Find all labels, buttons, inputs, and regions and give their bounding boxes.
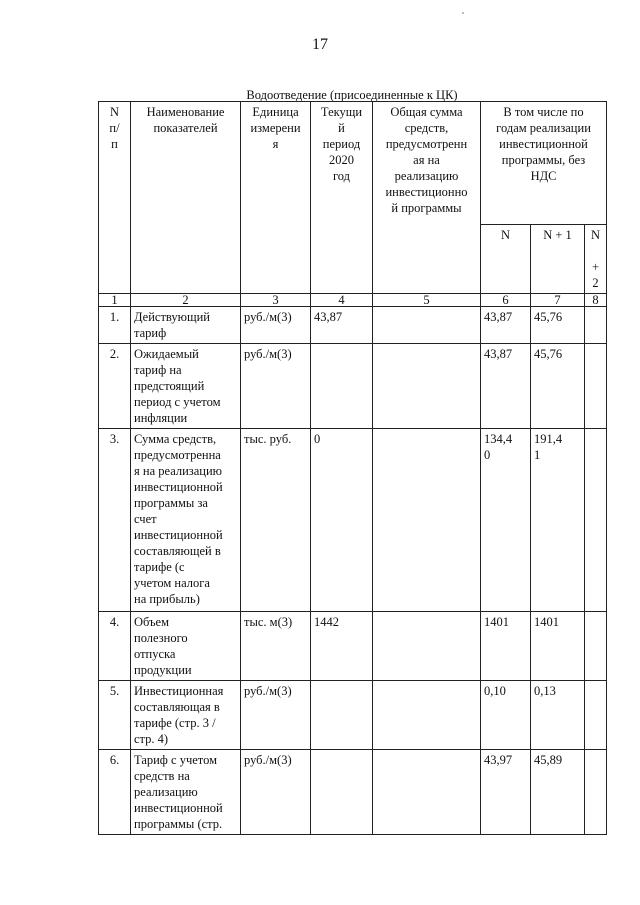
header-row (99, 102, 607, 225)
header-total: Общая сумма средств, предусмотренн ая на реализацию инвестиционно й программы (373, 102, 481, 294)
header-name: Наименование показателей (131, 102, 241, 294)
row-total (373, 750, 481, 835)
row-n2 (585, 307, 607, 344)
row-total (373, 681, 481, 750)
row-n: 43,97 (481, 750, 531, 835)
row-n1: 45,76 (531, 307, 585, 344)
row-n1: 191,4 1 (531, 429, 585, 612)
subheader-n: N (481, 225, 531, 294)
column-number: 2 (131, 294, 241, 307)
table-row (99, 750, 607, 835)
row-total (373, 307, 481, 344)
row-total (373, 612, 481, 681)
subheader-n1: N + 1 (531, 225, 585, 294)
column-number: 4 (311, 294, 373, 307)
row-n1: 1401 (531, 612, 585, 681)
row-n2 (585, 344, 607, 429)
row-number: 2. (99, 344, 131, 429)
tariff-table (98, 101, 607, 835)
row-total (373, 344, 481, 429)
row-current (311, 681, 373, 750)
scan-speck (462, 12, 464, 14)
row-unit: тыс. м(3) (241, 612, 311, 681)
row-number: 6. (99, 750, 131, 835)
row-current: 43,87 (311, 307, 373, 344)
row-n1: 45,76 (531, 344, 585, 429)
row-unit: тыс. руб. (241, 429, 311, 612)
row-unit: руб./м(3) (241, 750, 311, 835)
row-number: 4. (99, 612, 131, 681)
row-unit: руб./м(3) (241, 344, 311, 429)
row-current (311, 344, 373, 429)
row-n1: 0,13 (531, 681, 585, 750)
subheader-n2: N + 2 (585, 225, 607, 294)
row-current (311, 750, 373, 835)
page-number: 17 (312, 36, 328, 53)
header-current: Текущи й период 2020 год (311, 102, 373, 294)
row-current: 1442 (311, 612, 373, 681)
row-total (373, 429, 481, 612)
row-unit: руб./м(3) (241, 307, 311, 344)
row-n: 43,87 (481, 307, 531, 344)
row-name: Тариф с учетом средств на реализацию инвестиционной программы (стр. (131, 750, 241, 835)
table-caption: Водоотведение (присоединенные к ЦК) (246, 88, 458, 102)
column-number: 7 (531, 294, 585, 307)
table-row (99, 612, 607, 681)
table-row (99, 307, 607, 344)
row-n: 0,10 (481, 681, 531, 750)
row-name: Сумма средств, предусмотренна я на реализацию инвестиционной программы за счет инвестиционной составляющей в тарифе (с учетом налога на прибыль) (131, 429, 241, 612)
column-number: 3 (241, 294, 311, 307)
column-number: 5 (373, 294, 481, 307)
row-number: 5. (99, 681, 131, 750)
column-number-row (99, 294, 607, 307)
row-number: 1. (99, 307, 131, 344)
row-name: Объем полезного отпуска продукции (131, 612, 241, 681)
row-n: 43,87 (481, 344, 531, 429)
table-row (99, 429, 607, 612)
column-number: 1 (99, 294, 131, 307)
column-number: 6 (481, 294, 531, 307)
column-number: 8 (585, 294, 607, 307)
table-row (99, 681, 607, 750)
row-name: Инвестиционная составляющая в тарифе (стр. 3 / стр. 4) (131, 681, 241, 750)
row-unit: руб./м(3) (241, 681, 311, 750)
row-n: 134,4 0 (481, 429, 531, 612)
row-n2 (585, 750, 607, 835)
row-n2 (585, 612, 607, 681)
row-n: 1401 (481, 612, 531, 681)
row-name: Действующий тариф (131, 307, 241, 344)
table-row (99, 344, 607, 429)
row-number: 3. (99, 429, 131, 612)
row-n2 (585, 429, 607, 612)
row-n2 (585, 681, 607, 750)
row-current: 0 (311, 429, 373, 612)
header-by-years: В том числе по годам реализации инвестиционной программы, без НДС (481, 102, 607, 225)
row-n1: 45,89 (531, 750, 585, 835)
header-num: N п/ п (99, 102, 131, 294)
header-unit: Единица измерени я (241, 102, 311, 294)
row-name: Ожидаемый тариф на предстоящий период с учетом инфляции (131, 344, 241, 429)
